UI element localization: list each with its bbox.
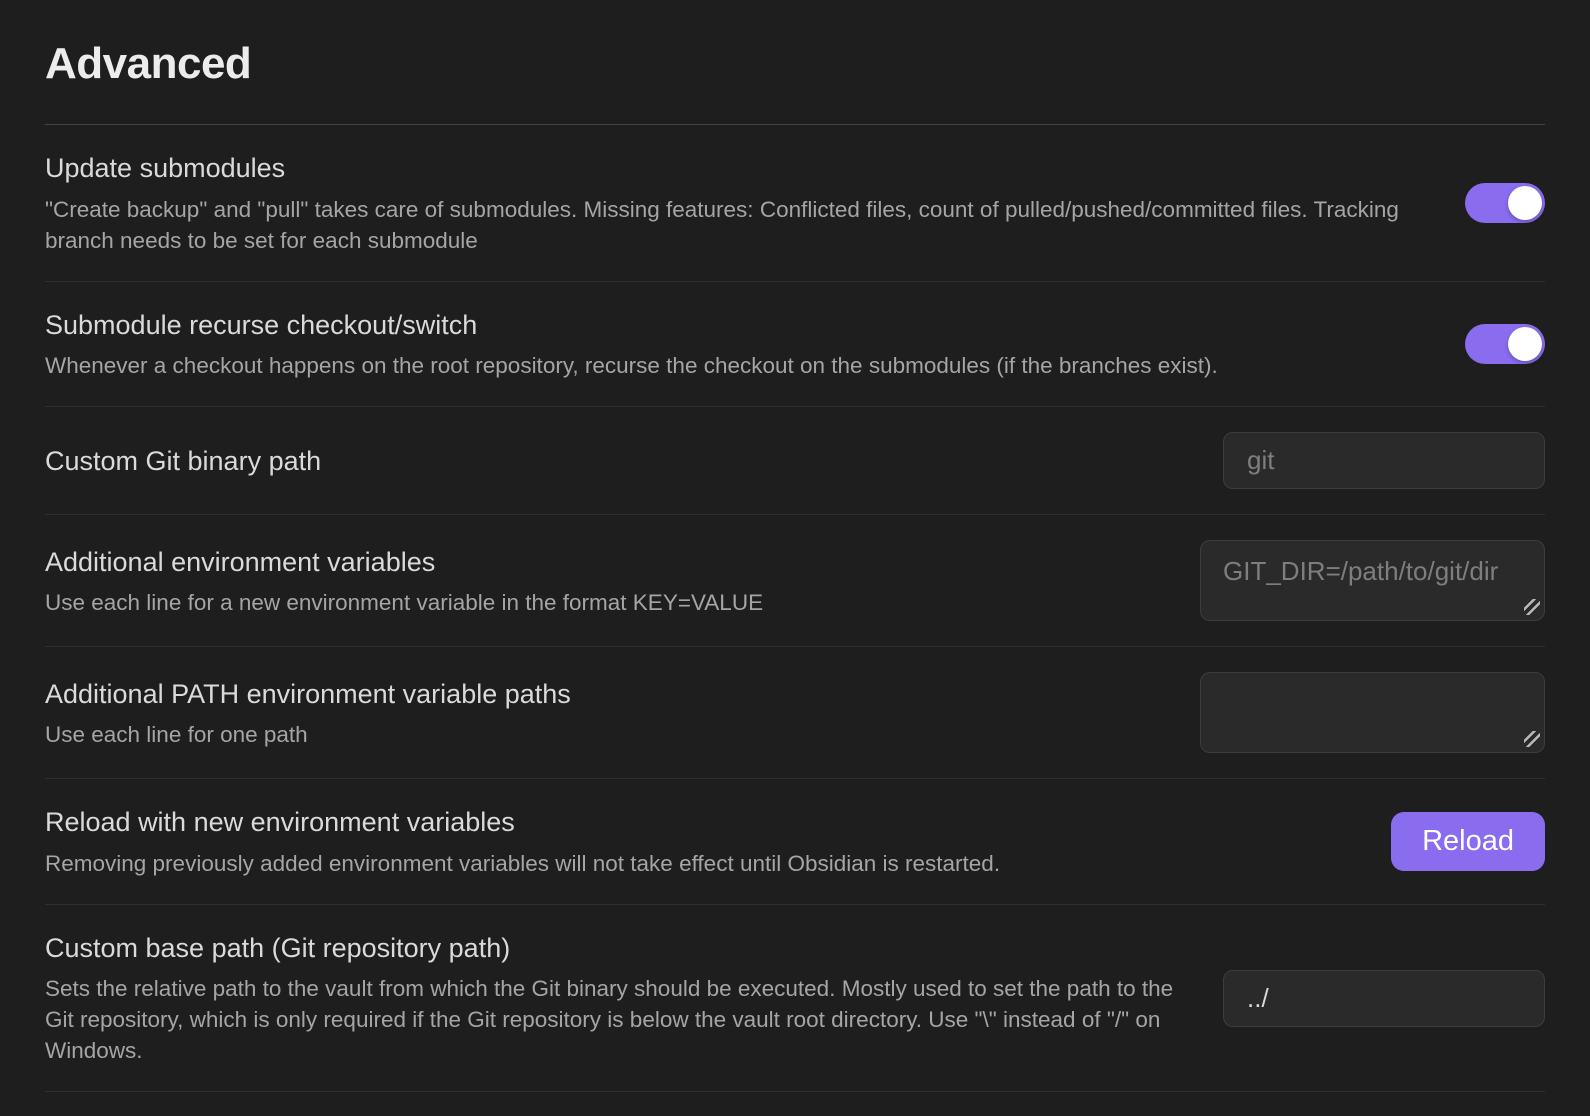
setting-description: Removing previously added environment variables will not take effect until Obsidian is restarted. <box>45 850 1001 876</box>
setting-info <box>45 150 1441 256</box>
setting-info <box>45 307 1441 381</box>
custom-base-path-input[interactable] <box>1223 970 1545 1027</box>
setting-additional-path-env-paths <box>45 646 1545 778</box>
setting-description: Whenever a checkout happens on the root repository, recurse the checkout on the submodules (if the branches exist). <box>45 353 1218 379</box>
setting-info <box>45 443 1199 479</box>
update-submodules-toggle[interactable] <box>1465 183 1545 223</box>
setting-control <box>1465 324 1545 364</box>
setting-update-submodules <box>45 124 1545 281</box>
resize-handle-icon[interactable] <box>1524 599 1540 615</box>
setting-submodule-recurse <box>45 281 1545 406</box>
setting-info <box>45 544 1176 618</box>
setting-control <box>1391 812 1545 871</box>
setting-control <box>1200 672 1545 753</box>
path-env-paths-textarea[interactable] <box>1200 672 1545 753</box>
setting-info <box>45 930 1199 1067</box>
reload-button[interactable]: Reload <box>1391 812 1545 871</box>
setting-name: Custom Git binary path <box>45 445 322 476</box>
setting-name: Additional environment variables <box>45 546 436 577</box>
setting-control <box>1223 432 1545 489</box>
setting-control <box>1465 183 1545 223</box>
setting-info <box>45 676 1176 750</box>
setting-additional-env-variables <box>45 514 1545 646</box>
setting-control <box>1200 540 1545 621</box>
setting-description: Sets the relative path to the vault from which the Git binary should be executed. Mostly used to set the path to the Git repository, which is only required if the Git repository is below the vault root directory. Use "\" instead of "/" on Windows. <box>45 976 1174 1064</box>
setting-custom-git-binary-path <box>45 406 1545 514</box>
textarea-wrapper <box>1200 540 1545 621</box>
submodule-recurse-toggle[interactable] <box>1465 324 1545 364</box>
setting-name: Submodule recurse checkout/switch <box>45 309 478 340</box>
resize-handle-icon[interactable] <box>1524 731 1540 747</box>
setting-description: "Create backup" and "pull" takes care of submodules. Missing features: Conflicted files, count of pulled/pushed/committed files. Tracking branch needs to be set for each submodule <box>45 196 1399 253</box>
setting-custom-base-path <box>45 904 1545 1092</box>
section-divider <box>45 1091 1545 1092</box>
setting-name: Custom base path (Git repository path) <box>45 932 511 963</box>
env-variables-textarea[interactable] <box>1200 540 1545 621</box>
setting-name: Update submodules <box>45 153 286 184</box>
setting-name: Additional PATH environment variable paths <box>45 678 571 709</box>
setting-name: Reload with new environment variables <box>45 807 515 838</box>
setting-description: Use each line for one path <box>45 722 308 748</box>
textarea-wrapper <box>1200 672 1545 753</box>
setting-info <box>45 804 1367 878</box>
toggle-knob <box>1508 186 1542 220</box>
page-title: Advanced <box>45 39 252 88</box>
toggle-knob <box>1508 327 1542 361</box>
setting-description: Use each line for a new environment variable in the format KEY=VALUE <box>45 590 764 616</box>
setting-control <box>1223 970 1545 1027</box>
setting-reload-env-variables <box>45 778 1545 903</box>
git-binary-path-input[interactable] <box>1223 432 1545 489</box>
